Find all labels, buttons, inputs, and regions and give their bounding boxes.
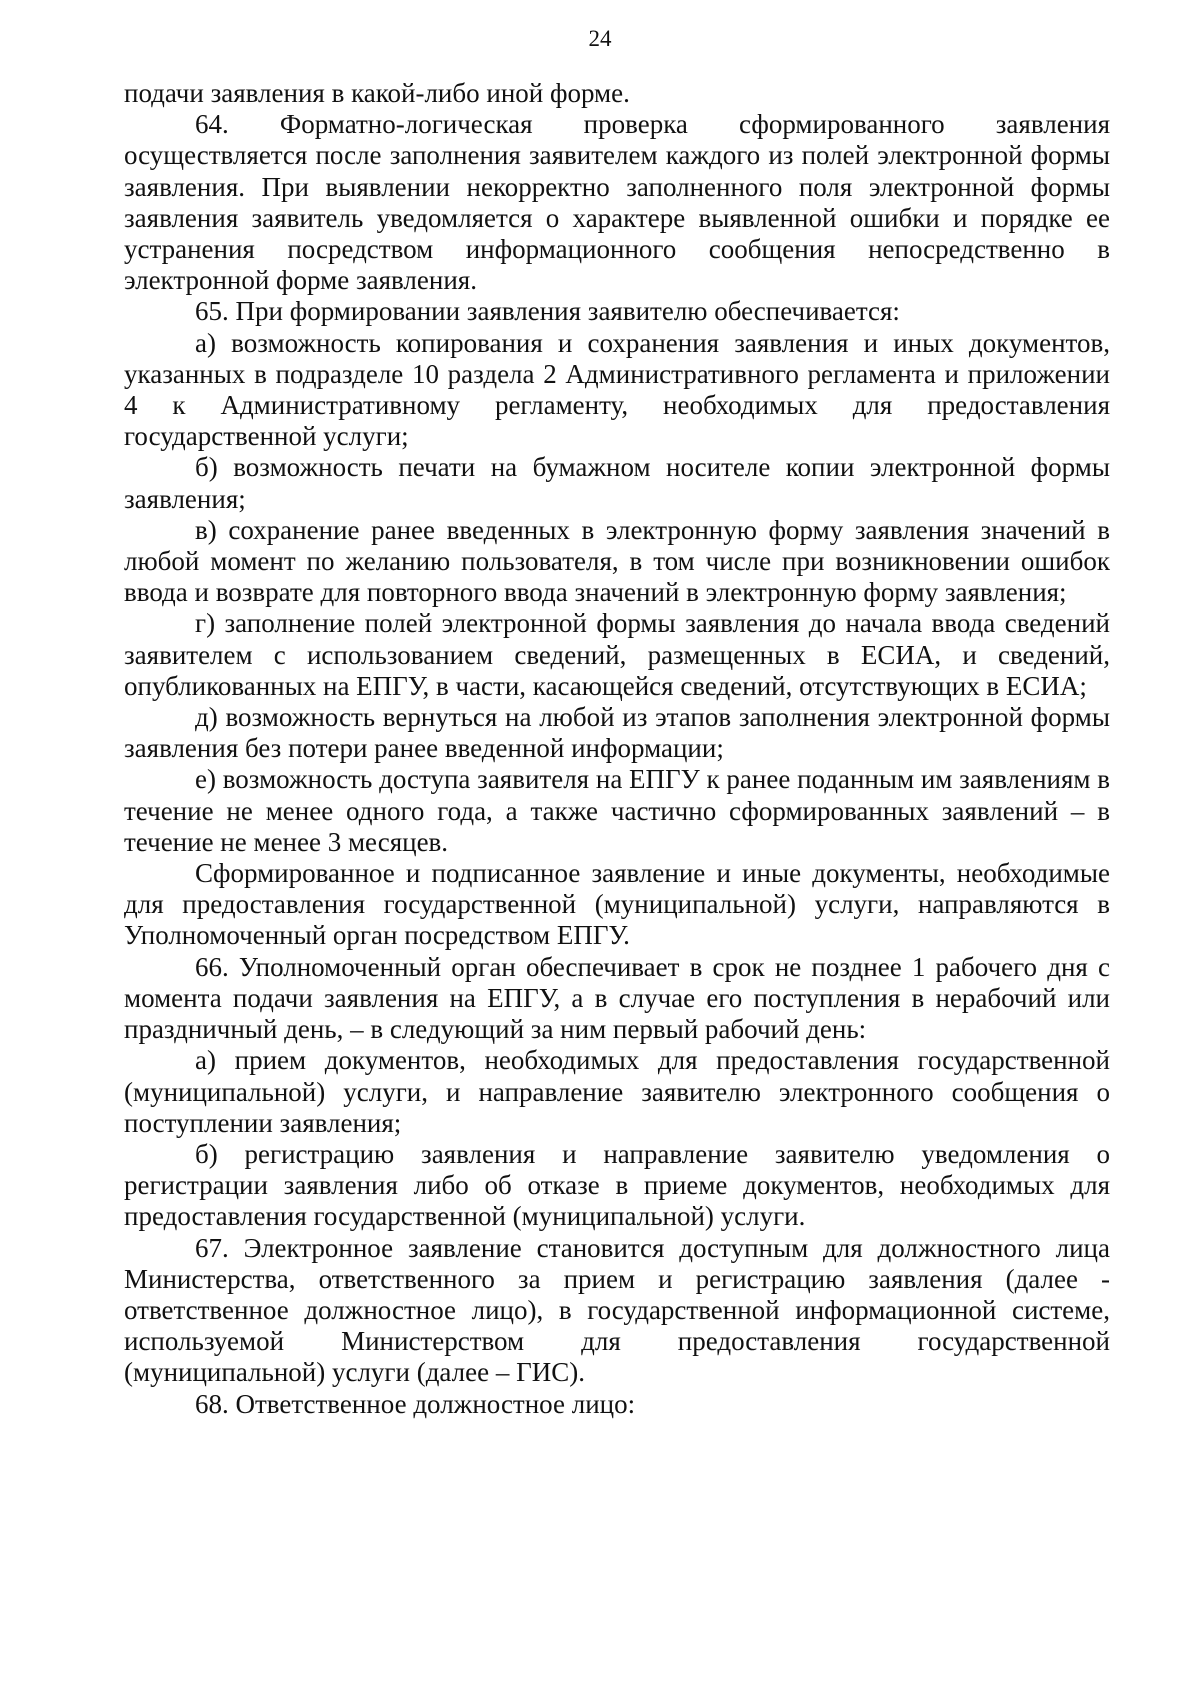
page-number: 24	[588, 26, 612, 51]
paragraph-65-b: б) возможность печати на бумажном носителе копии электронной формы заявления;	[124, 452, 1110, 514]
paragraph-65: 65. При формировании заявления заявителю обеспечивается:	[195, 296, 900, 327]
paragraph-66-a: а) прием документов, необходимых для предоставления государственной (муниципальной) услуги, и направление заявителю электронного сообщения о поступлении заявления;	[124, 1045, 1110, 1138]
paragraph-66-b: б) регистрацию заявления и направление заявителю уведомления о регистрации заявления либо об отказе в приеме документов, необходимых для предоставления государственной (муниципальной) услуги.	[124, 1138, 1110, 1232]
paragraph-submission: Сформированное и подписанное заявление и иные документы, необходимые для предоставления государственной (муниципальной) услуги, направляются в Уполномоченный орган посредством ЕПГУ.	[124, 858, 1110, 951]
paragraph-67: 67. Электронное заявление становится доступным для должностного лица Министерства, ответственного за прием и регистрацию заявления (далее - ответственное должностное лицо), в государственной информационной системе, используемой Министерством для предоставления государственной (муниципальной) услуги (далее – ГИС).	[124, 1232, 1110, 1388]
paragraph-continuation: подачи заявления в какой-либо иной форме.	[124, 78, 630, 108]
paragraph-65-v: в) сохранение ранее введенных в электронную форму заявления значений в любой момент по желанию пользователя, в том числе при возникновении ошибок ввода и возврате для повторного ввода значений в электронную форму заявления;	[124, 514, 1110, 608]
paragraph-64: 64. Форматно-логическая проверка сформированного заявления осуществляется после заполнения заявителем каждого из полей электронной формы заявления. При выявлении некорректно заполненного поля электронной формы заявления заявитель уведомляется о характере выявленной ошибки и порядке ее устранения посредством информационного сообщения непосредственно в электронной форме заявления.	[124, 109, 1110, 296]
document-body	[124, 78, 1110, 1420]
paragraph-65-g: г) заполнение полей электронной формы заявления до начала ввода сведений заявителем с использованием сведений, размещенных в ЕСИА, и сведений, опубликованных на ЕПГУ, в части, касающейся сведений, отсутствующих в ЕСИА;	[124, 608, 1110, 701]
paragraph-65-e: е) возможность доступа заявителя на ЕПГУ к ранее поданным им заявлениям в течение не менее одного года, а также частично сформированных заявлений – в течение не менее 3 месяцев.	[124, 764, 1110, 857]
paragraph-65-a: а) возможность копирования и сохранения заявления и иных документов, указанных в подразделе 10 раздела 2 Административного регламента и приложении 4 к Административному регламенту, необходимых для предоставления государственной услуги;	[124, 327, 1110, 452]
paragraph-65-d: д) возможность вернуться на любой из этапов заполнения электронной формы заявления без потери ранее введенной информации;	[124, 702, 1110, 764]
paragraph-68: 68. Ответственное должностное лицо:	[195, 1388, 636, 1419]
paragraph-66: 66. Уполномоченный орган обеспечивает в срок не позднее 1 рабочего дня с момента подачи заявления на ЕПГУ, а в случае его поступления в нерабочий или праздничный день, – в следующий за ним первый рабочий день:	[124, 951, 1110, 1045]
